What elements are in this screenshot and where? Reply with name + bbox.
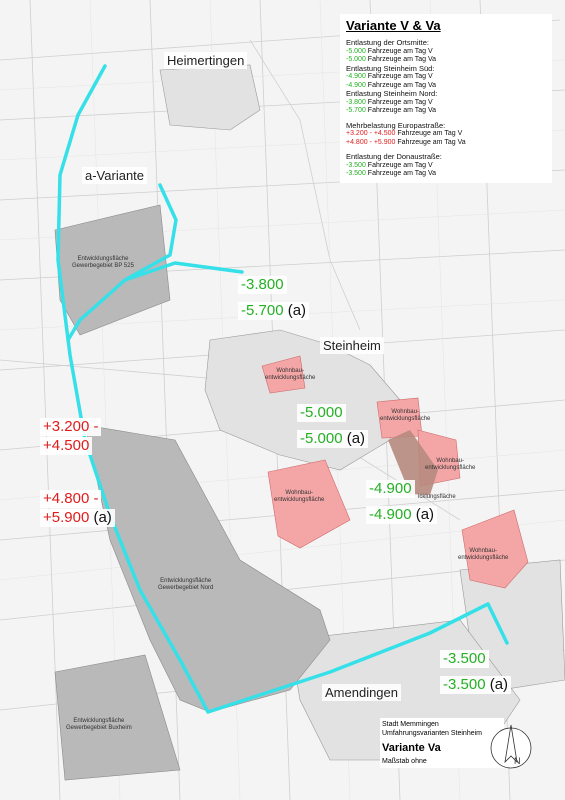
label-wohnbau-3: Wohnbau- entwicklungsfläche — [425, 458, 476, 471]
legend-line-part: +3.200 - +4.500 — [346, 130, 396, 137]
legend-title: Variante V & Va — [346, 18, 441, 33]
legend — [340, 14, 552, 183]
value-mitte-v: -5.000 — [297, 404, 346, 422]
title-block — [380, 718, 504, 768]
legend-line-part: -3.500 — [346, 170, 366, 177]
legend-line — [346, 99, 546, 108]
legend-line-part: Fahrzeuge am Tag Va — [395, 138, 466, 146]
place-amendingen: Amendingen — [322, 684, 401, 701]
legend-line-part: -3.500 — [346, 161, 366, 169]
legend-groups — [346, 39, 546, 179]
legend-line-part: -5.700 — [346, 107, 366, 114]
label-wohnbau-1: Wohnbau- entwicklungsfläche — [265, 368, 316, 381]
north-arrow-icon — [490, 722, 532, 774]
place-steinheim: Steinheim — [320, 337, 384, 354]
title-line-city: Stadt Memmingen — [382, 721, 439, 728]
legend-line-part: -5.000 — [346, 47, 366, 55]
place-a-variante: a-Variante — [82, 167, 147, 184]
legend-line-part: -3.800 — [346, 98, 366, 106]
legend-line-part: -4.900 — [346, 73, 366, 80]
value-donau-v: -3.500 — [440, 650, 489, 668]
legend-line-part: Fahrzeuge am Tag V — [365, 73, 433, 80]
label-wohnbau-5: Wohnbau- entwicklungsfläche — [458, 548, 509, 561]
legend-line-part: Fahrzeuge am Tag Va — [365, 56, 437, 63]
label-wohnbau-4: Wohnbau- entwicklungsfläche — [274, 490, 325, 503]
label-gewerbe-bp525: Entwicklungsfläche Gewerbegebiet BP 525 — [72, 256, 134, 269]
legend-line-part: Fahrzeuge am Tag V — [365, 161, 433, 169]
title-scale: Maßstab ohne — [382, 758, 427, 765]
value-europa-va2: +5.900 (a) — [40, 509, 115, 527]
legend-heading: Entlastung der Donaustraße: — [346, 152, 442, 161]
legend-line-part: Fahrzeuge am Tag V — [365, 98, 433, 106]
legend-heading: Entlastung der Ortsmitte: — [346, 38, 429, 47]
legend-line — [346, 48, 546, 57]
title-variant: Variante Va — [382, 742, 441, 754]
value-sued-v: -4.900 — [366, 480, 415, 498]
value-europa-va: +4.800 - — [40, 490, 101, 508]
legend-line-part: -5.000 — [346, 56, 366, 63]
legend-line-part: Fahrzeuge am Tag Va — [365, 81, 437, 89]
place-heimertingen: Heimertingen — [164, 52, 247, 69]
value-europa-v2: +4.500 — [40, 437, 92, 455]
value-donau-va: -3.500 (a) — [440, 676, 511, 694]
legend-line-part: Fahrzeuge am Tag V — [395, 130, 463, 137]
legend-line-part: -4.900 — [346, 81, 366, 89]
label-gewerbe-buxheim: Entwicklungsfläche Gewerbegebiet Buxheim — [66, 718, 132, 731]
value-europa-v: +3.200 - — [40, 418, 101, 436]
label-wohnbau-partial: icklungsfläche — [418, 494, 456, 500]
legend-heading: Entlastung Steinheim Süd: — [346, 63, 435, 73]
label-gewerbe-nord: Entwicklungsfläche Gewerbegebiet Nord — [158, 578, 214, 591]
legend-line — [346, 162, 546, 171]
legend-heading: Entlastung Steinheim Nord: — [346, 89, 438, 98]
legend-line — [346, 170, 546, 179]
legend-line-part: Fahrzeuge am Tag V — [365, 47, 433, 55]
value-nord-va: -5.700 (a) — [238, 302, 309, 320]
label-wohnbau-2: Wohnbau- entwicklungsfläche — [380, 409, 431, 422]
north-label: N — [514, 756, 521, 766]
legend-heading: Mehrbelastung Europastraße: — [346, 120, 446, 130]
settlement-heimertingen — [160, 65, 260, 130]
legend-line — [346, 107, 546, 116]
legend-line — [346, 139, 546, 148]
value-mitte-va: -5.000 (a) — [297, 430, 368, 448]
title-line-project: Umfahrungsvarianten Steinheim — [382, 730, 482, 737]
legend-line-part: Fahrzeuge am Tag Va — [365, 170, 437, 177]
legend-line — [346, 130, 546, 139]
value-sued-va: -4.900 (a) — [366, 506, 437, 524]
legend-line-part: +4.800 - +5.900 — [346, 138, 396, 146]
value-nord-v: -3.800 — [238, 276, 287, 294]
legend-line-part: Fahrzeuge am Tag Va — [365, 107, 437, 114]
legend-line — [346, 73, 546, 82]
